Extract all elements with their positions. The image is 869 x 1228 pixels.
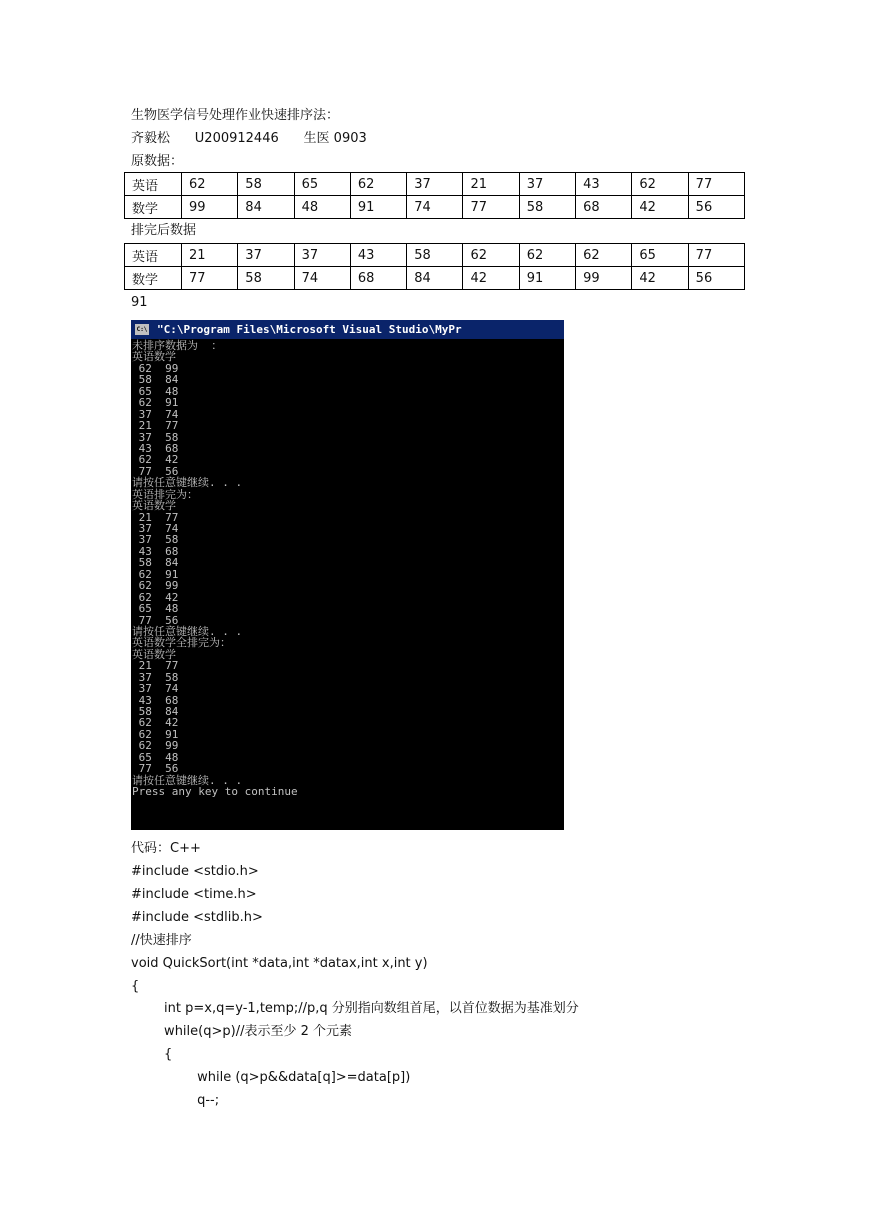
table-cell: 58 — [519, 196, 575, 219]
console-line: 英语数学全排完为： — [132, 636, 231, 650]
console-line: 58 84 — [132, 556, 179, 570]
table-row — [125, 267, 745, 290]
table-cell: 37 — [294, 244, 350, 267]
console-window-screenshot — [131, 320, 564, 830]
code-line: q--; — [131, 1093, 220, 1108]
table-cell: 43 — [576, 173, 632, 196]
console-line: 21 77 — [132, 510, 179, 524]
table-cell: 68 — [350, 267, 406, 290]
table-cell: 56 — [688, 196, 744, 219]
console-line: 62 42 — [132, 453, 179, 467]
table-row — [125, 196, 745, 219]
table-cell: 数学 — [125, 267, 182, 290]
console-line: 请按任意键继续. . . — [132, 624, 243, 638]
console-line: 62 99 — [132, 361, 179, 375]
code-line: void QuickSort(int *data,int *datax,int x,int y) — [131, 956, 428, 971]
console-line: 58 84 — [132, 373, 179, 387]
code-line: #include <stdlib.h> — [131, 910, 263, 925]
table-cell: 62 — [519, 244, 575, 267]
table-cell: 99 — [182, 196, 238, 219]
table-cell: 77 — [463, 196, 519, 219]
table-cell: 37 — [407, 173, 463, 196]
table-cell: 37 — [238, 244, 294, 267]
table-cell: 56 — [688, 267, 744, 290]
table-cell: 48 — [294, 196, 350, 219]
console-line: 英语排完为： — [132, 487, 198, 501]
console-line: 65 48 — [132, 602, 179, 616]
console-line: 62 91 — [132, 727, 179, 741]
table-cell: 62 — [463, 244, 519, 267]
console-line: 43 68 — [132, 544, 179, 558]
table-cell: 84 — [407, 267, 463, 290]
code-line: //快速排序 — [131, 933, 192, 948]
code-line: #include <time.h> — [131, 887, 257, 902]
table-cell: 91 — [350, 196, 406, 219]
console-line: 62 42 — [132, 716, 179, 730]
console-line: 37 74 — [132, 682, 179, 696]
author-line: 齐毅松 U200912446 生医 0903 — [131, 131, 367, 146]
console-line: 77 56 — [132, 613, 179, 627]
console-line: 37 74 — [132, 407, 179, 421]
console-line: 62 99 — [132, 739, 179, 753]
console-line: 未排序数据为 ： — [132, 339, 223, 352]
doc-title: 生物医学信号处理作业快速排序法： — [131, 108, 340, 123]
table-cell: 58 — [407, 244, 463, 267]
console-line: 英语数学 — [132, 350, 176, 364]
table-cell: 37 — [519, 173, 575, 196]
table-cell: 74 — [407, 196, 463, 219]
console-line: 65 48 — [132, 384, 179, 398]
console-line: 65 48 — [132, 750, 179, 764]
console-line: 请按任意键继续. . . — [132, 773, 243, 787]
console-app-icon: C:\ — [136, 326, 148, 333]
table-cell: 91 — [519, 267, 575, 290]
console-line: Press any key to continue — [132, 785, 298, 799]
table-cell: 62 — [576, 244, 632, 267]
table-cell: 58 — [238, 267, 294, 290]
table-cell: 62 — [182, 173, 238, 196]
console-line: 37 58 — [132, 670, 179, 684]
table-cell: 62 — [350, 173, 406, 196]
original-data-label: 原数据： — [131, 154, 184, 169]
console-line: 21 77 — [132, 659, 179, 673]
console-line: 英语数学 — [132, 499, 176, 513]
table-cell: 74 — [294, 267, 350, 290]
table-cell: 21 — [463, 173, 519, 196]
trailing-value: 91 — [131, 295, 148, 310]
table-cell: 68 — [576, 196, 632, 219]
code-line: { — [131, 1047, 173, 1062]
table-row — [125, 244, 745, 267]
code-line: while (q>p&&data[q]>=data[p]) — [131, 1070, 411, 1085]
sorted-data-table — [124, 243, 745, 290]
table-cell: 42 — [632, 267, 688, 290]
table-cell: 数学 — [125, 196, 182, 219]
console-line: 英语数学 — [132, 647, 176, 661]
table-cell: 42 — [463, 267, 519, 290]
table-cell: 英语 — [125, 244, 182, 267]
console-line: 62 99 — [132, 579, 179, 593]
table-cell: 62 — [632, 173, 688, 196]
console-title: "C:\Program Files\Microsoft Visual Studio\MyPr — [157, 323, 462, 336]
console-line: 21 77 — [132, 419, 179, 433]
table-cell: 21 — [182, 244, 238, 267]
code-label: 代码：C++ — [131, 841, 201, 856]
console-line: 62 91 — [132, 396, 179, 410]
console-line: 62 91 — [132, 567, 179, 581]
console-line: 37 58 — [132, 533, 179, 547]
console-line: 77 56 — [132, 464, 179, 478]
table-row — [125, 173, 745, 196]
console-line: 37 74 — [132, 522, 179, 535]
code-line: while(q>p)//表示至少 2 个元素 — [131, 1024, 352, 1039]
console-line: 请按任意键继续. . . — [132, 476, 243, 490]
console-output — [131, 339, 564, 798]
table-cell: 58 — [238, 173, 294, 196]
original-data-table — [124, 172, 745, 219]
table-cell: 84 — [238, 196, 294, 219]
sorted-data-label: 排完后数据 — [131, 223, 197, 238]
console-line: 62 42 — [132, 590, 179, 604]
console-titlebar — [131, 320, 564, 339]
console-line: 43 68 — [132, 693, 179, 707]
code-line: #include <stdio.h> — [131, 864, 259, 879]
console-line: 77 56 — [132, 762, 179, 776]
table-cell: 43 — [350, 244, 406, 267]
console-line: 37 58 — [132, 430, 179, 444]
code-line: int p=x,q=y-1,temp;//p,q 分别指向数组首尾，以首位数据为基准划分 — [131, 1001, 579, 1016]
table-cell: 65 — [632, 244, 688, 267]
table-cell: 77 — [182, 267, 238, 290]
table-cell: 65 — [294, 173, 350, 196]
table-cell: 英语 — [125, 173, 182, 196]
code-line: { — [131, 979, 140, 994]
table-cell: 42 — [632, 196, 688, 219]
table-cell: 99 — [576, 267, 632, 290]
console-line: 58 84 — [132, 705, 179, 718]
table-cell: 77 — [688, 173, 744, 196]
table-cell: 77 — [688, 244, 744, 267]
console-line: 43 68 — [132, 441, 179, 455]
